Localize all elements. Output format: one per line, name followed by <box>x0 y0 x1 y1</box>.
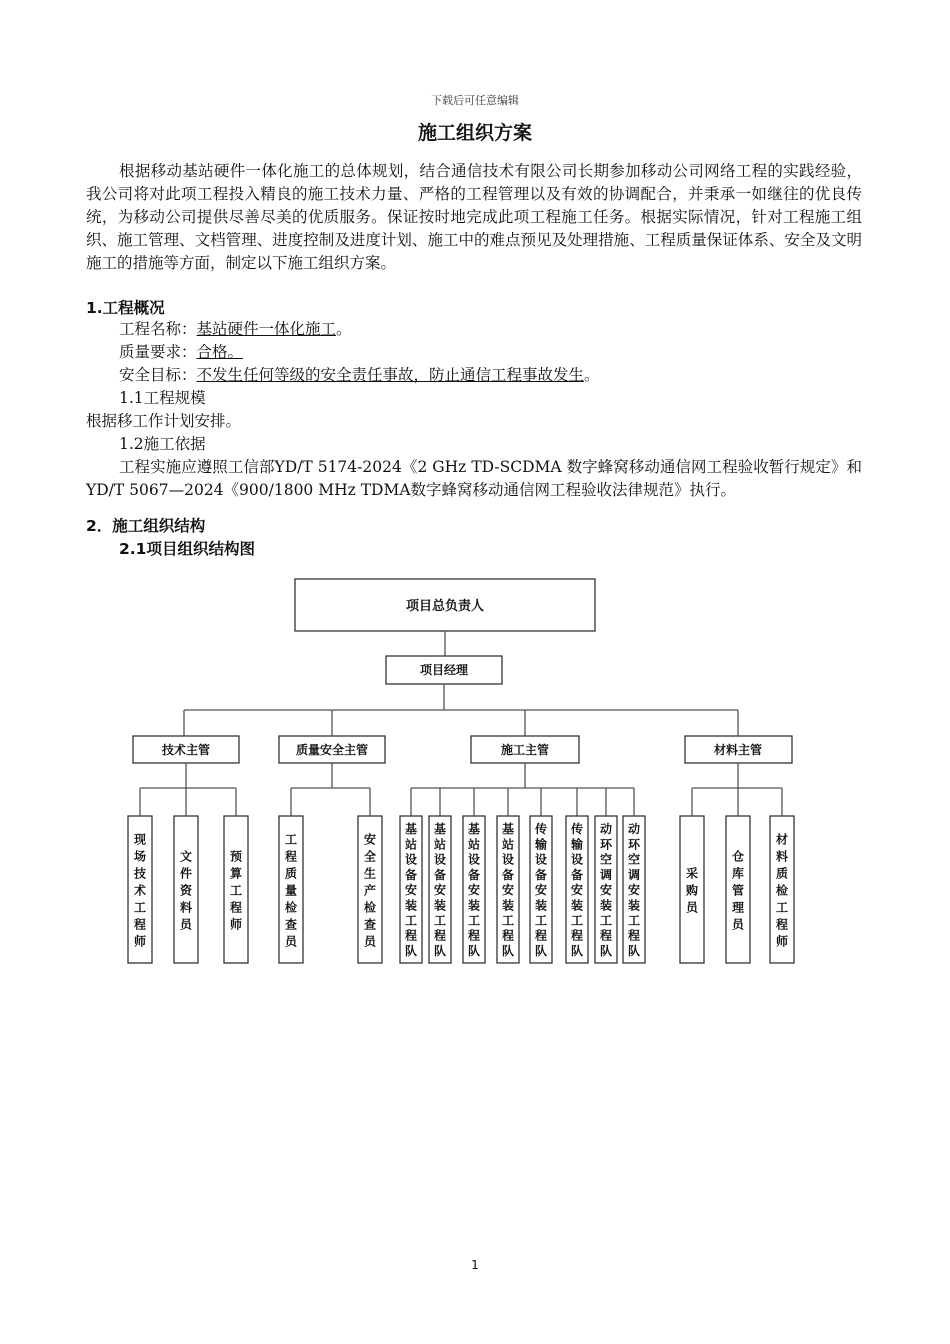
org-leaf-label: 采购员 <box>685 866 699 915</box>
project-name-value: 基站硬件一体化施工 <box>196 320 337 338</box>
org-leaf-label: 材料质检工程师 <box>775 832 789 949</box>
org-leaf-label: 动环空调安装工程队 <box>599 822 613 958</box>
safety-value: 不发生任何等级的安全责任事故，防止通信工程事故发生 <box>196 366 585 384</box>
org-leaf-label: 工程质量检查员 <box>284 832 298 949</box>
org-leaf-layer <box>128 788 794 963</box>
org-leaf-label: 传输设备安装工程队 <box>534 822 548 958</box>
org-leaf-label: 安全生产检查员 <box>363 832 377 949</box>
project-name-label: 工程名称： <box>119 320 197 338</box>
org-leaf-label: 基站设备安装工程队 <box>501 822 515 958</box>
org-group-tech-label: 技术主管 <box>161 743 211 757</box>
document-title: 施工组织方案 <box>417 122 532 144</box>
org-group-construction-label: 施工主管 <box>500 743 550 757</box>
page-number: 1 <box>471 1258 479 1272</box>
safety-end: 。 <box>584 366 600 384</box>
quality-label: 质量要求： <box>119 343 197 361</box>
org-root-label: 项目总负责人 <box>405 599 485 614</box>
org-leaf-label: 动环空调安装工程队 <box>627 822 641 958</box>
org-group-quality-label: 质量安全主管 <box>295 743 369 757</box>
project-name-end: 。 <box>336 320 352 338</box>
org-leaf-label: 仓库管理员 <box>731 849 745 932</box>
subsection-1-1-text: 根据移工作计划安排。 <box>86 412 242 430</box>
org-group-materials-label: 材料主管 <box>713 743 763 757</box>
intro-paragraph: 根据移动基站硬件一体化施工的总体规划，结合通信技术有限公司长期参加移动公司网络工程的实践经验，我公司将对此项工程投入精良的施工技术力量、严格的工程管理以及有效的协调配合，并秉承一如继往的优良传统，为移动公司提供尽善尽美的优质服务。保证按时地完成此项工程施工任务。根据实际情况，针对工程施工组织、施工管理、文档管理、进度控制及进度计划、施工中的难点预见及处理措施、工程质量保证体系、安全及文明施工的措施等方面，制定以下施工组织方案。 <box>86 162 862 272</box>
quality-value: 合格。 <box>196 343 244 361</box>
org-leaf-label: 现场技术工程师 <box>133 832 147 949</box>
section1-heading: 1.工程概况 <box>86 299 165 317</box>
section2-heading: 2．施工组织结构 <box>86 517 206 535</box>
subsection-2-1-heading: 2.1项目组织结构图 <box>119 540 255 558</box>
header-note: 下载后可任意编辑 <box>431 94 519 107</box>
org-leaf-label: 基站设备安装工程队 <box>467 822 481 958</box>
safety-label: 安全目标： <box>119 366 197 384</box>
subsection-1-2-text: 工程实施应遵照工信部YD/T 5174-2024《2 GHz TD-SCDMA 数字蜂窝移动通信网工程验收暂行规定》和YD/T 5067—2024《900/1800 MHz TDMA数字蜂窝移动通信网工程验收法律规范》执行。 <box>86 458 862 499</box>
subsection-1-1-heading: 1.1工程规模 <box>119 389 206 407</box>
org-leaf-label: 预算工程师 <box>229 849 243 932</box>
org-leaf-label: 基站设备安装工程队 <box>433 822 447 958</box>
org-leaf-label: 文件资料员 <box>179 849 193 932</box>
org-manager-label: 项目经理 <box>419 663 469 677</box>
org-leaf-label: 传输设备安装工程队 <box>570 822 584 958</box>
subsection-1-2-heading: 1.2施工依据 <box>119 435 206 453</box>
org-leaf-label: 基站设备安装工程队 <box>404 822 418 958</box>
